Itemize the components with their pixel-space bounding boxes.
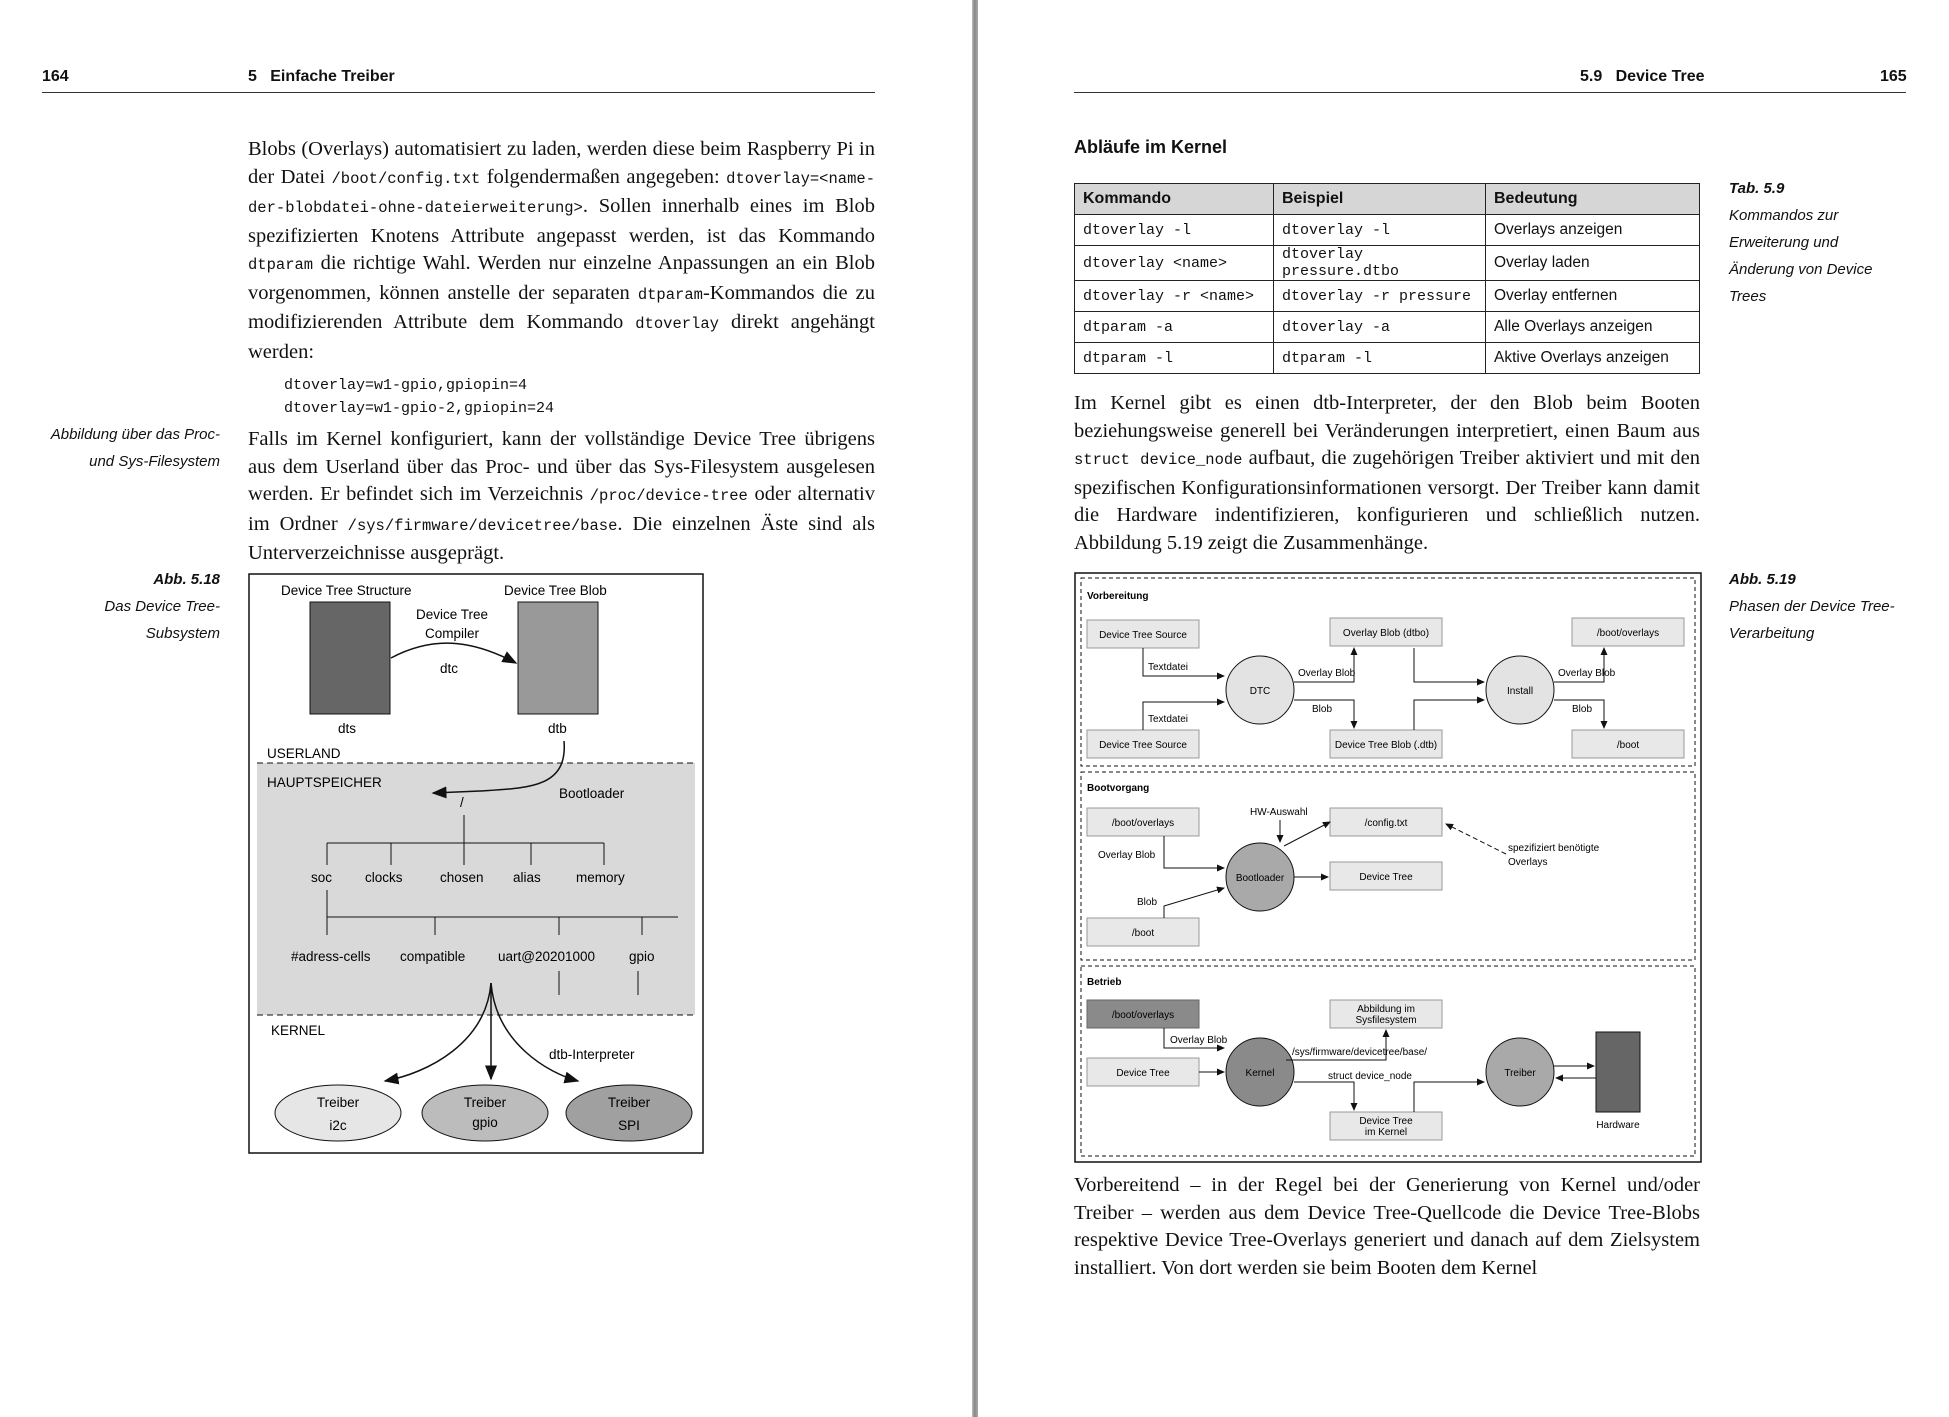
left-p1-text-10: direkt angehängt werden: (248, 311, 875, 363)
left-p2-code-1: /proc/device-tree (589, 487, 748, 505)
prop-gpio: gpio (629, 949, 655, 964)
cell-beispiel: dtoverlay -a (1274, 312, 1486, 343)
prop-adress-cells: #adress-cells (291, 949, 371, 964)
cell-bedeutung: Aktive Overlays anzeigen (1486, 343, 1700, 374)
right-body-text-1 (1074, 390, 1700, 557)
header-rule-right (1074, 92, 1906, 93)
node-clocks: clocks (365, 870, 403, 885)
overlay-blob-a: Overlay Blob (1298, 668, 1356, 679)
table-header-row (1075, 184, 1700, 215)
right-paragraph-1 (1074, 390, 1700, 557)
prop-compatible: compatible (400, 949, 466, 964)
blob-a: Blob (1312, 704, 1333, 715)
interpreter-label: dtb-Interpreter (549, 1047, 635, 1062)
table-caption-line-4: Trees (1729, 288, 1767, 305)
node-memory: memory (576, 870, 625, 885)
driver-i2c-name: i2c (329, 1118, 347, 1133)
dtb-label: dtb (548, 721, 567, 736)
table-row (1075, 312, 1700, 343)
driver-spi-title: Treiber (607, 1095, 651, 1110)
cell-kommando: dtoverlay -r <name> (1075, 281, 1274, 312)
cell-beispiel: dtparam -l (1274, 343, 1486, 374)
phase-bootvorgang: Bootvorgang (1087, 783, 1150, 794)
node-chosen: chosen (440, 870, 484, 885)
dtb-block (518, 602, 598, 714)
left-p1-text-2: folgendermaßen angegeben: (480, 165, 727, 188)
hardware-label: Hardware (1596, 1120, 1640, 1131)
left-paragraph-2 (248, 426, 875, 568)
hw-auswahl: HW-Auswahl (1250, 807, 1308, 818)
phase-betrieb: Betrieb (1087, 977, 1122, 988)
margin-note (20, 421, 220, 475)
sysfs-path: /sys/firmware/devicetree/base/ (1292, 1047, 1428, 1058)
boot-overlays-1-label: /boot/overlays (1596, 628, 1660, 639)
table-59-label: Tab. 5.9 (1729, 180, 1785, 197)
overlay-blob-c: Overlay Blob (1098, 850, 1156, 861)
left-p1-code-3: dtoverlay=<name-der-blobdatei-ohne-dateierweiterung> (248, 169, 875, 217)
boot-overlays-3-label: /boot/overlays (1111, 1010, 1175, 1021)
table-row (1075, 246, 1700, 281)
dt-kernel-line-2: im Kernel (1364, 1127, 1408, 1138)
struct-device-node: struct device_node (1328, 1071, 1412, 1082)
left-p1-code-1: /boot/config.txt (331, 169, 481, 188)
abbildung-line-1: Abbildung im (1357, 1004, 1415, 1015)
cell-beispiel: dtoverlay -r pressure (1274, 281, 1486, 312)
blob-b: Blob (1572, 704, 1593, 715)
table-caption-line-2: Erweiterung und (1729, 234, 1839, 251)
boot-2-label: /boot (1131, 928, 1155, 939)
bootloader-circle-label: Bootloader (1235, 873, 1285, 884)
node-alias: alias (513, 870, 541, 885)
phase-vorbereitung: Vorbereitung (1087, 591, 1149, 602)
dtc-circle-label: DTC (1249, 686, 1271, 697)
left-p1-text-0: Blobs (Overlays) automatisiert zu laden, werden diese beim Raspberry Pi in der Datei (248, 138, 875, 188)
right-p1-code-1: struct device_node (1074, 451, 1243, 469)
subheading: Abläufe im Kernel (1074, 137, 1228, 157)
dtb-blob-label: Device Tree Blob (.dtb) (1334, 740, 1438, 751)
command-table (1074, 183, 1700, 374)
table-row (1075, 215, 1700, 246)
figure-device-tree-phases (1074, 572, 1702, 1163)
left-p1-code-9: dtoverlay (635, 315, 719, 333)
cell-kommando: dtoverlay -l (1075, 215, 1274, 246)
figure-518-label: Abb. 5.18 (153, 571, 220, 588)
right-paragraph-2: Vorbereitend – in der Regel bei der Generierung von Kernel und/oder Treiber – werden aus dem Device Tree-Quellcode die Device Tree-Blobs respektive Device Tree-Overlays generiert und danach auf dem Zielsystem installiert. Von dort werden sie beim Booten dem Kernel (1074, 1174, 1700, 1279)
dtc-label: dtc (440, 661, 459, 676)
left-p2-text-2: oder alternativ im Ordner (248, 483, 875, 535)
left-p1-text-6: die richtige Wahl. Werden nur einzelne Anpassungen an ein Blob vorgenommen, können anstelle der separaten (248, 252, 875, 304)
hauptspeicher-label: HAUPTSPEICHER (267, 775, 382, 790)
left-p1-code-7: dtparam (637, 285, 703, 304)
install-circle-label: Install (1506, 686, 1534, 697)
figure-519-label: Abb. 5.19 (1729, 571, 1796, 588)
boot-1-label: /boot (1616, 740, 1640, 751)
col-kommando: Kommando (1075, 184, 1274, 215)
left-p2-text-4: . Die einzelnen Äste sind als Unterverzeichnisse ausgeprägt. (248, 512, 875, 564)
page-number-left: 164 (42, 68, 69, 85)
driver-gpio (422, 1085, 548, 1141)
chapter-title: 5 Einfache Treiber (248, 68, 395, 85)
cell-kommando: dtparam -l (1075, 343, 1274, 374)
cell-beispiel: dtoverlay pressure.dtbo (1274, 246, 1486, 281)
section-title: 5.9 Device Tree (1580, 68, 1705, 85)
table-body (1075, 215, 1700, 374)
prop-uart: uart@20201000 (498, 949, 596, 964)
driver-i2c-title: Treiber (316, 1095, 360, 1110)
node-soc: soc (311, 870, 333, 885)
table-row (1075, 343, 1700, 374)
driver-gpio-name: gpio (472, 1115, 498, 1130)
right-body-text-2 (1074, 1172, 1700, 1282)
textdatei-1: Textdatei (1148, 662, 1189, 673)
cell-bedeutung: Alle Overlays anzeigen (1486, 312, 1700, 343)
figure-device-tree-subsystem (248, 573, 704, 1154)
cell-beispiel: dtoverlay -l (1274, 215, 1486, 246)
left-page (0, 0, 972, 1417)
overlay-blob-d: Overlay Blob (1170, 1035, 1228, 1046)
figure-519-caption-line-2: Verarbeitung (1729, 625, 1815, 642)
blob-c: Blob (1137, 897, 1158, 908)
root-node-label: / (460, 795, 464, 810)
driver-gpio-title: Treiber (463, 1095, 507, 1110)
bootloader-label: Bootloader (559, 786, 625, 801)
margin-note-line-1: Abbildung über das Proc- (50, 426, 220, 443)
right-page (978, 0, 1949, 1417)
boot-overlays-2-label: /boot/overlays (1111, 818, 1175, 829)
figure-518-caption-line-1: Das Device Tree- (104, 598, 220, 615)
dts-label: dts (338, 721, 357, 736)
textdatei-2: Textdatei (1148, 714, 1189, 725)
page-number-right: 165 (1880, 68, 1907, 85)
dts-source-1-label: Device Tree Source (1099, 630, 1187, 641)
config-txt-label: /config.txt (1364, 818, 1408, 829)
figure-519-caption (1729, 566, 1939, 647)
dt-kernel-line-1: Device Tree (1359, 1116, 1413, 1127)
right-p1-text-0: Im Kernel gibt es einen dtb-Interpreter, der den Blob beim Booten beziehungsweise generell bei Veränderungen interpretiert, einen Baum aus (1074, 392, 1700, 442)
spezifiziert-line-2: Overlays (1508, 857, 1548, 868)
cell-kommando: dtoverlay <name> (1075, 246, 1274, 281)
dts-source-2-label: Device Tree Source (1099, 740, 1187, 751)
code-line-2: dtoverlay=w1-gpio-2,gpiopin=24 (284, 400, 555, 417)
cell-bedeutung: Overlays anzeigen (1486, 215, 1700, 246)
kernel-label: KERNEL (271, 1023, 326, 1038)
driver-spi-name: SPI (618, 1118, 640, 1133)
table-caption-line-3: Änderung von Device (1729, 261, 1873, 278)
cell-bedeutung: Overlay entfernen (1486, 281, 1700, 312)
left-p2-text-0: Falls im Kernel konfiguriert, kann der vollständige Device Tree übrigens aus dem Userland über das Proc- und über das Sys-Filesystem ausgelesen werden. Er befindet sich im Verzeichnis (248, 428, 875, 505)
table-caption-line-1: Kommandos zur (1729, 207, 1839, 224)
device-tree-2-label: Device Tree (1116, 1068, 1170, 1079)
cell-kommando: dtparam -a (1075, 312, 1274, 343)
compiler-label-2: Compiler (425, 626, 480, 641)
margin-note-line-2: und Sys-Filesystem (89, 453, 220, 470)
header-rule-left (42, 92, 875, 93)
col-beispiel: Beispiel (1274, 184, 1486, 215)
treiber-circle-label: Treiber (1504, 1068, 1536, 1079)
overlay-blob-b: Overlay Blob (1558, 668, 1616, 679)
dts-block (310, 602, 390, 714)
table-row (1075, 281, 1700, 312)
cell-bedeutung: Overlay laden (1486, 246, 1700, 281)
abbildung-line-2: Sysfilesystem (1355, 1015, 1417, 1026)
code-line-1: dtoverlay=w1-gpio,gpiopin=4 (284, 377, 528, 394)
code-block (284, 374, 875, 420)
spezifiziert-line-1: spezifiziert benötigte (1508, 843, 1600, 854)
table-59-caption (1729, 175, 1929, 310)
memory-region (257, 763, 695, 1015)
dts-title: Device Tree Structure (281, 583, 412, 598)
left-p2-code-3: /sys/firmware/devicetree/base (347, 516, 618, 535)
left-p1-code-5: dtparam (248, 256, 314, 274)
device-tree-1-label: Device Tree (1359, 872, 1413, 883)
userland-label: USERLAND (267, 746, 341, 761)
left-p1-text-8: -Kommandos die zu modifizierenden Attribute dem Kommando (248, 281, 875, 333)
left-body-text (248, 136, 875, 568)
col-bedeutung: Bedeutung (1486, 184, 1700, 215)
dtb-title: Device Tree Blob (504, 583, 607, 598)
figure-518-caption-line-2: Subsystem (145, 625, 220, 642)
left-p1-text-4: . Sollen innerhalb eines im Blob spezifizierten Knotens Attribute angepasst werden, ist das Kommando (248, 195, 875, 247)
hardware-block (1596, 1032, 1640, 1112)
figure-518-caption (20, 566, 220, 647)
kernel-circle-label: Kernel (1245, 1068, 1275, 1079)
figure-519-caption-line-1: Phasen der Device Tree- (1729, 598, 1895, 615)
overlay-blob-dtbo-label: Overlay Blob (dtbo) (1342, 628, 1430, 639)
left-paragraph-1 (248, 136, 875, 366)
compiler-label-1: Device Tree (416, 607, 489, 622)
right-p1-text-2: aufbaut, die zugehörigen Treiber aktiviert und mit den spezifischen Konfigurationsinformationen versorgt. Der Treiber kann damit die Hardware indentifizieren, konfigurieren und schließlich nutzen. Abbildung 5.19 zeigt die Zusammenhänge. (1074, 447, 1700, 554)
